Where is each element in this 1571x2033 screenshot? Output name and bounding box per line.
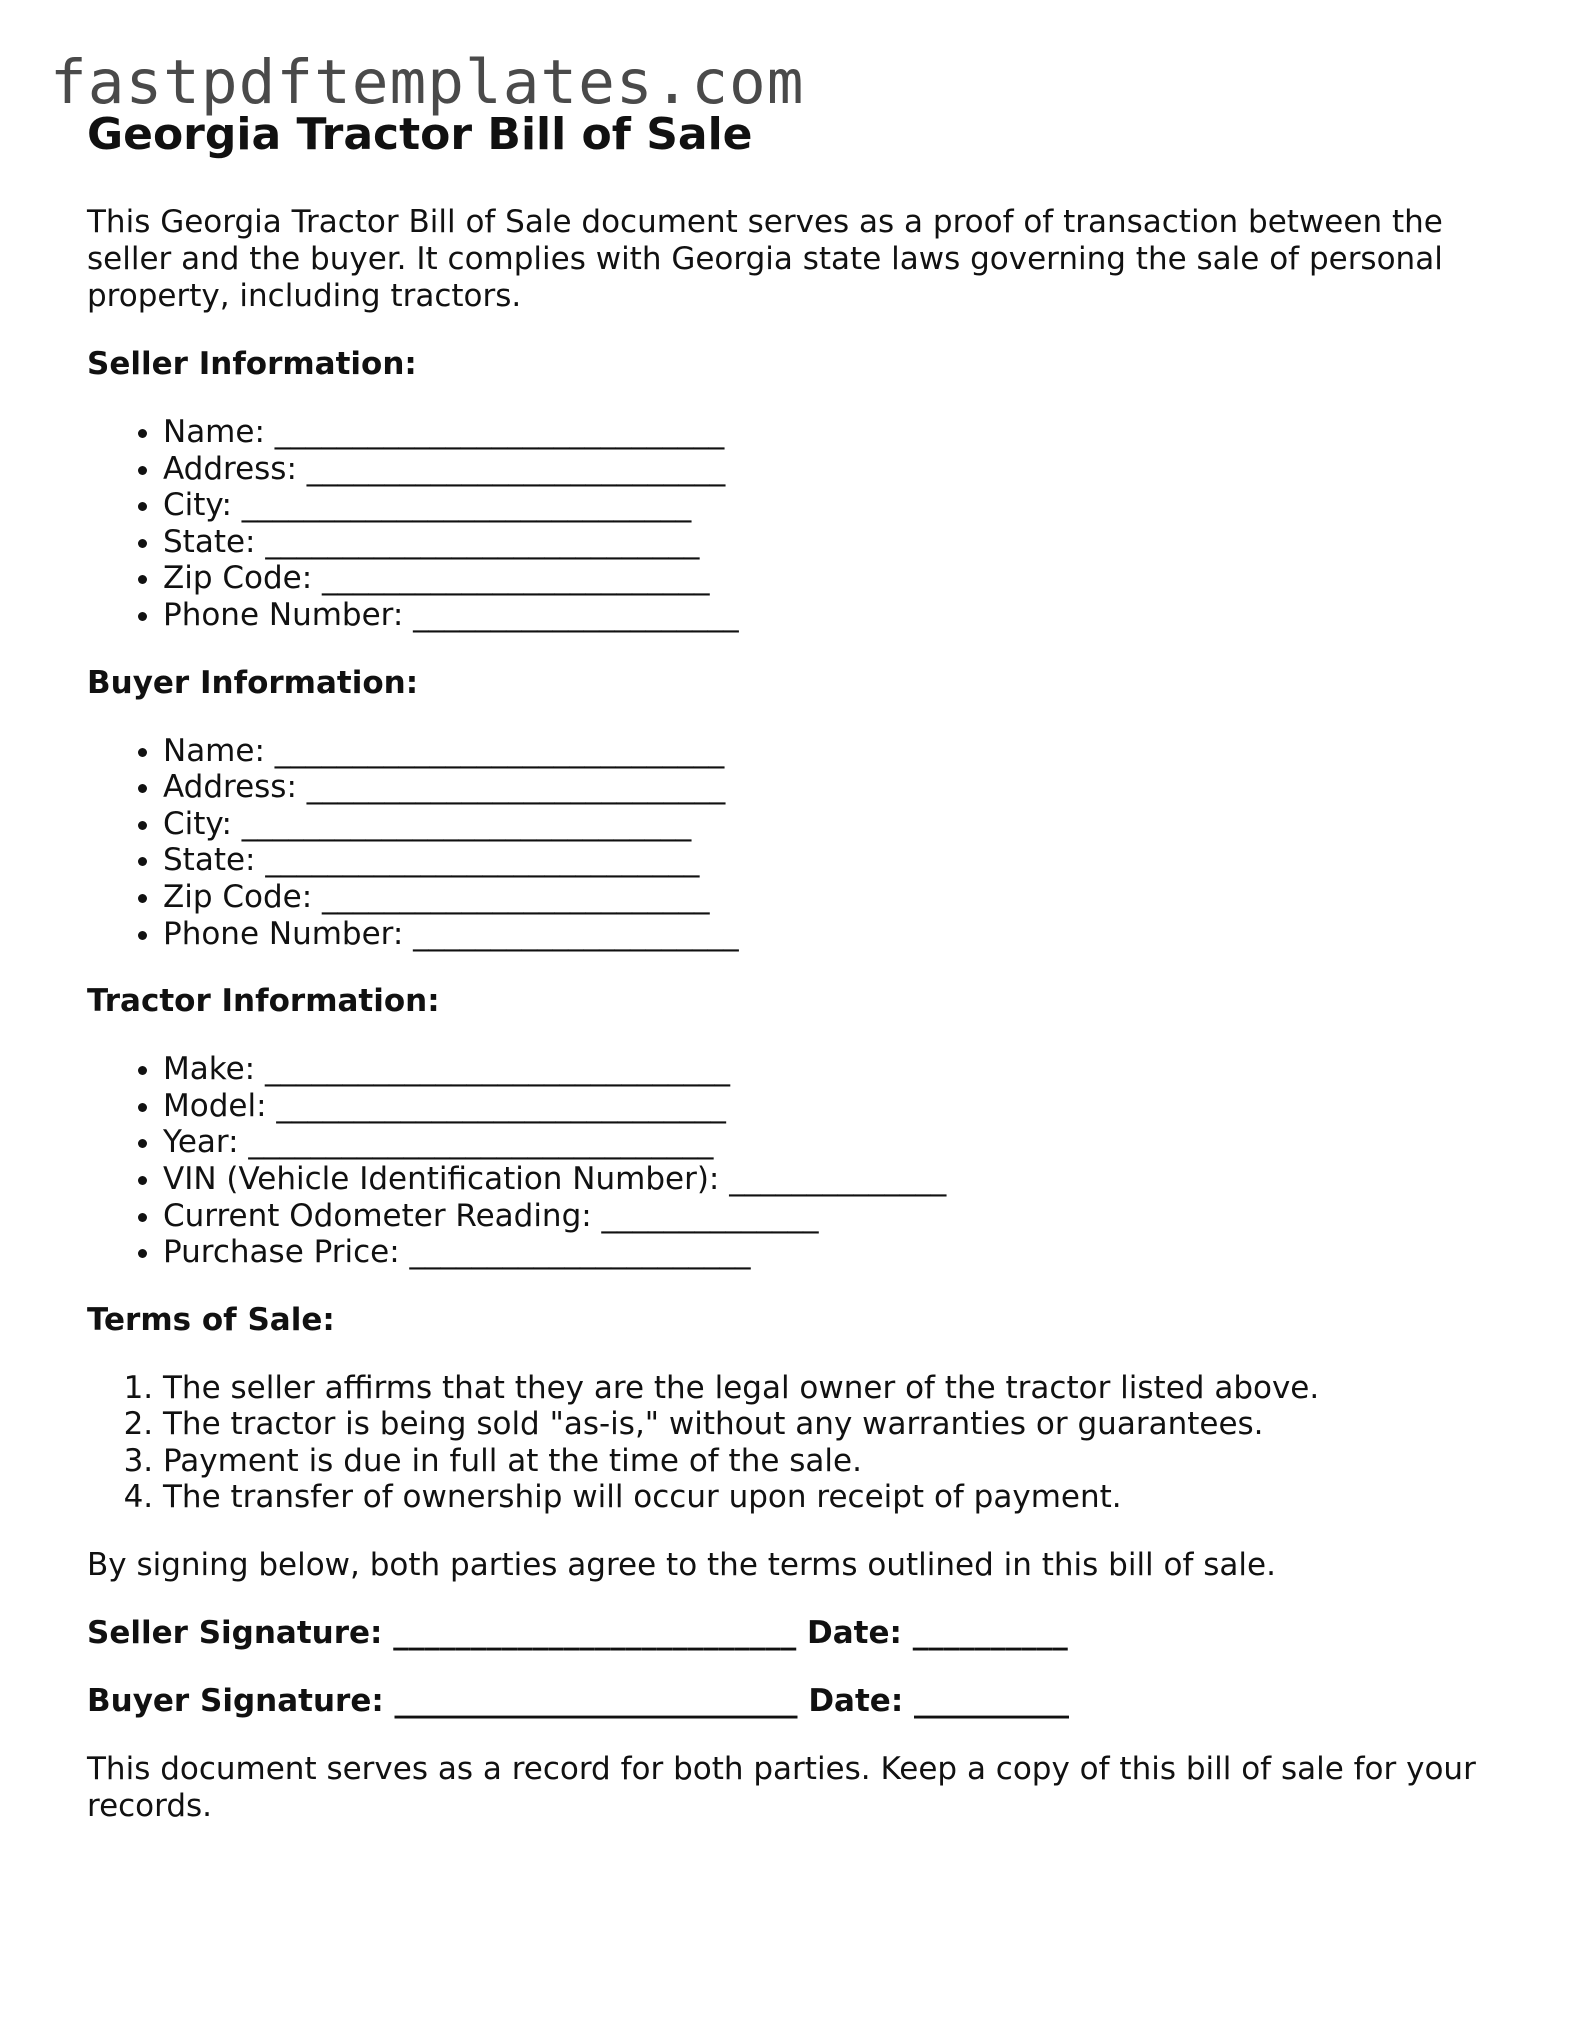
terms-item: 4. The transfer of ownership will occur upon receipt of payment.: [163, 1479, 1487, 1516]
buyer-heading: Buyer Information:: [87, 664, 419, 701]
tractor-heading: Tractor Information:: [87, 983, 440, 1020]
terms-item: 3. Payment is due in full at the time of the sale.: [163, 1443, 1487, 1480]
tractor-fields: [87, 1051, 1487, 1271]
terms-list: [87, 1370, 1487, 1516]
buyer-city-field: • City: _____________________________: [163, 806, 1487, 843]
tractor-make-field: • Make: ______________________________: [163, 1051, 1487, 1088]
document-title: Georgia Tractor Bill of Sale: [87, 109, 753, 160]
tractor-price-field: • Purchase Price: ______________________: [163, 1234, 1487, 1271]
seller-fields: [87, 414, 1487, 634]
buyer-state-field: • State: ____________________________: [163, 842, 1487, 879]
watermark: fastpdftemplates.com: [50, 47, 805, 118]
seller-signature-line: Seller Signature: __________________________ Date: __________: [87, 1615, 1068, 1652]
agreement-statement: By signing below, both parties agree to the terms outlined in this bill of sale.: [87, 1547, 1276, 1584]
intro-paragraph: This Georgia Tractor Bill of Sale document serves as a proof of transaction between the seller and the buyer. It complies with Georgia state laws governing the sale of personal property, including tractors.: [87, 204, 1443, 314]
seller-name-field: • Name: _____________________________: [163, 414, 1487, 451]
seller-phone-field: • Phone Number: _____________________: [163, 597, 1487, 634]
buyer-address-field: • Address: ___________________________: [163, 769, 1487, 806]
seller-state-field: • State: ____________________________: [163, 524, 1487, 561]
buyer-signature-line: Buyer Signature: __________________________ Date: __________: [87, 1683, 1070, 1720]
tractor-vin-field: • VIN (Vehicle Identification Number): ______________: [163, 1161, 1487, 1198]
buyer-fields: [87, 733, 1487, 953]
tractor-model-field: • Model: _____________________________: [163, 1088, 1487, 1125]
terms-item: 2. The tractor is being sold "as-is," without any warranties or guarantees.: [163, 1406, 1487, 1443]
seller-city-field: • City: _____________________________: [163, 487, 1487, 524]
tractor-odometer-field: • Current Odometer Reading: ______________: [163, 1198, 1487, 1235]
buyer-name-field: • Name: _____________________________: [163, 733, 1487, 770]
terms-item: 1. The seller affirms that they are the legal owner of the tractor listed above.: [163, 1370, 1487, 1407]
buyer-zip-field: • Zip Code: _________________________: [163, 879, 1487, 916]
seller-zip-field: • Zip Code: _________________________: [163, 560, 1487, 597]
buyer-phone-field: • Phone Number: _____________________: [163, 916, 1487, 953]
terms-heading: Terms of Sale:: [87, 1301, 335, 1338]
seller-address-field: • Address: ___________________________: [163, 451, 1487, 488]
seller-heading: Seller Information:: [87, 346, 417, 382]
document-page: [87, 108, 1487, 1825]
closing-paragraph: This document serves as a record for both parties. Keep a copy of this bill of sale for your records.: [87, 1751, 1476, 1825]
tractor-year-field: • Year: ______________________________: [163, 1124, 1487, 1161]
